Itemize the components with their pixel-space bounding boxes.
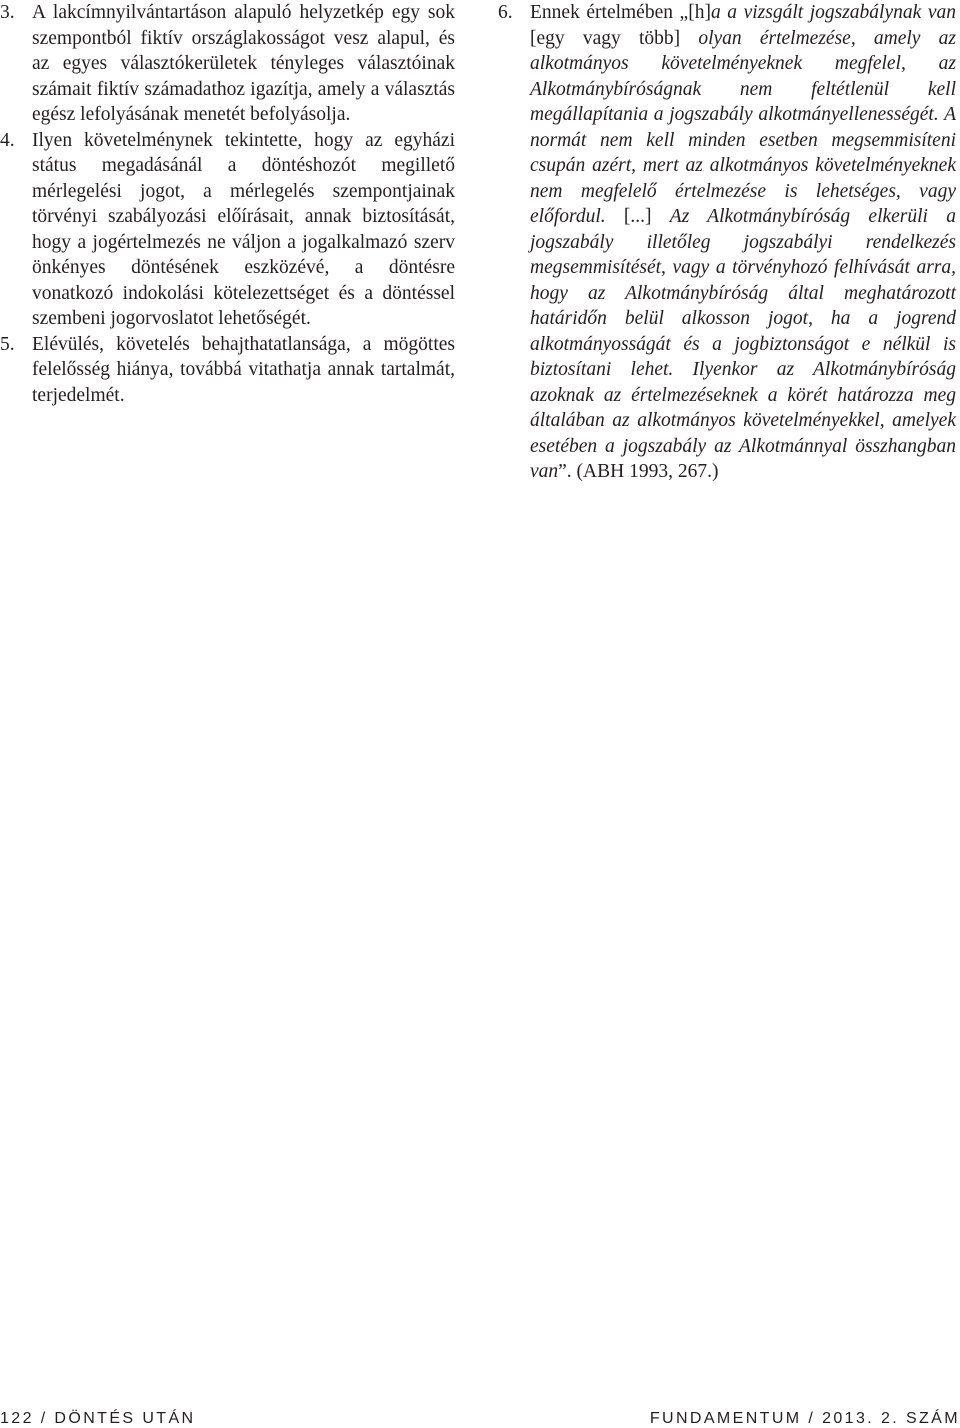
- footnote-number: 5.: [0, 333, 15, 355]
- right-column: [498, 0, 956, 485]
- quote-italic-1: a a vizsgált jogszabálynak van: [710, 2, 956, 23]
- page-footer-left: 122 / DÖNTÉS UTÁN: [0, 1410, 196, 1427]
- quote-italic-2: olyan értelmezése, amely az alkotmányos követelményeknek megfelel, az Alkotmánybíróságnak nem feltétlenül kell megállapítania a jogszabály alkotmányellenességét. A normát nem kell minden esetben megsemmisíteni csupán azért, mert az alkotmányos követelményeknek nem megfelelő értelmezése is lehetséges, vagy előfordul.: [530, 27, 956, 227]
- quote-ellipsis: [...]: [605, 206, 670, 227]
- footnote-number: 3.: [0, 2, 15, 23]
- footnote-text: [530, 0, 956, 485]
- quote-italic-3: Az Alkotmánybíróság elkerüli a jogszabály illetőleg jogszabályi rendelkezés megsemmisítését, vagy a törvényhozó felhívását arra, hogy az Alkotmánybíróság által meghatározott határidőn belül alkosson jogot, ha a jogrend alkotmányosságát és a jogbiztonságot e nélkül is biztosítani lehet. Ilyenkor az Alkotmánybíróság azoknak az értelmezéseknek a körét határozza meg általában az alkotmányos követelményekkel, amelyek esetében a jogszabály az Alkotmánnyal összhangban van: [530, 206, 956, 482]
- page-footer-right: FUNDAMENTUM / 2013. 2. SZÁM: [649, 1410, 960, 1427]
- footnote-text: Elévülés, követelés behajthatatlansága, a mögöttes felelősség hiánya, továbbá vitathatja annak tartalmát, terjedelmét.: [32, 333, 455, 406]
- footnote-5: [0, 332, 455, 409]
- footnote-4: [0, 128, 455, 332]
- footnote-6: [498, 0, 956, 485]
- quote-intro: Ennek értelmében „[h]: [530, 2, 711, 23]
- footnote-3: [0, 0, 455, 128]
- quote-insert-1: [egy vagy több]: [530, 27, 699, 49]
- quote-citation: ”. (ABH 1993, 267.): [558, 461, 719, 482]
- footnote-number: 6.: [498, 2, 513, 23]
- footnote-number: 4.: [0, 129, 15, 151]
- footnote-text: A lakcímnyilvántartáson alapuló helyzetkép egy sok szempontból fiktív országlakosságot vesz alapul, és az egyes választókerületek tényleges választóinak számait fiktív számadathoz igazítja, amely a választás egész lefolyásának menetét befolyásolja.: [32, 2, 455, 125]
- footnote-text: Ilyen követelménynek tekintette, hogy az egyházi státus megadásánál a döntéshozót megillető mérlegelési jogot, a mérlegelés szempontjainak törvényi szabályozási előírásait, annak biztosítását, hogy a jogértelmezés ne váljon a jogalkalmazó szerv önkényes döntésének eszközévé, a döntésre vonatkozó indokolási kötelezettséget és a döntéssel szembeni jogorvoslatot lehetőségét.: [32, 129, 455, 329]
- left-column: [0, 0, 455, 408]
